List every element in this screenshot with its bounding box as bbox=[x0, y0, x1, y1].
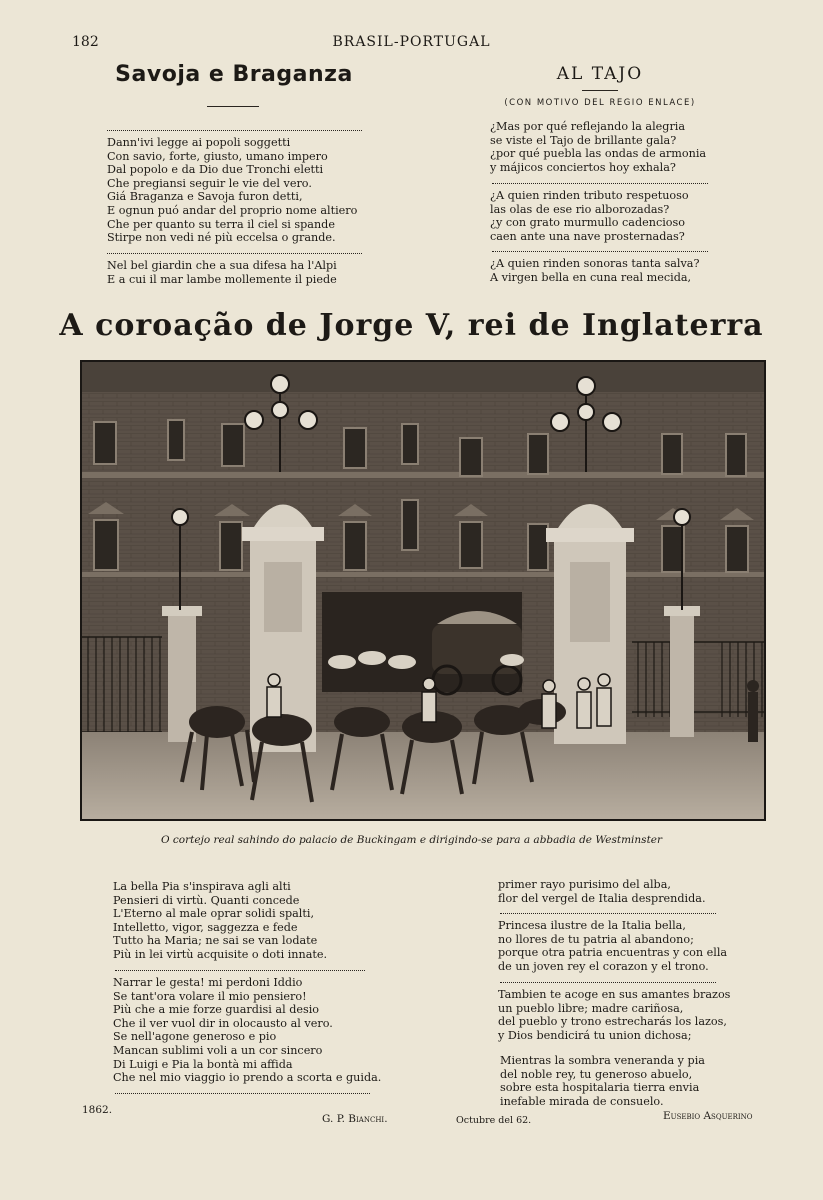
verse-line: Se tant'ora volare il mio pensiero! bbox=[113, 989, 307, 1003]
verse-line: ¿Mas por qué reflejando la alegria bbox=[490, 120, 686, 133]
verse-line: L'Eterno al male oprar solidi spalti, bbox=[113, 907, 314, 921]
dotted-divider bbox=[107, 253, 362, 254]
italian-poem-author: G. P. Bianchi. bbox=[322, 1113, 388, 1125]
italian-stanza-1 bbox=[107, 136, 357, 245]
italian-stanza-bottom-1 bbox=[113, 880, 327, 962]
verse-line: Giá Braganza e Savoja furon detti, bbox=[107, 190, 303, 204]
running-title: BRASIL-PORTUGAL bbox=[332, 34, 491, 50]
verse-line: Di Luigi e Pia la bontà mi affida bbox=[113, 1057, 293, 1071]
verse-line: ¿por qué puebla las ondas de armonia bbox=[490, 147, 707, 161]
verse-line: E a cui il mar lambe mollemente il piede bbox=[107, 272, 337, 286]
verse-line: ¿A quien rinden sonoras tanta salva? bbox=[490, 257, 700, 270]
verse-line: Mientras la sombra veneranda y pia bbox=[500, 1054, 705, 1067]
verse-line: y májicos conciertos hoy exhala? bbox=[490, 160, 676, 174]
article-headline: A coroação de Jorge V, rei de Inglaterra bbox=[59, 308, 764, 343]
italian-stanza-2 bbox=[107, 259, 337, 286]
coronation-photograph bbox=[80, 360, 766, 821]
verse-line: Se nell'agone generoso e pio bbox=[113, 1030, 277, 1044]
verse-line: Con savio, forte, giusto, umano impero bbox=[107, 149, 328, 163]
verse-line: La bella Pia s'inspirava agli alti bbox=[113, 880, 291, 893]
verse-line: sobre esta hospitalaria tierra envia bbox=[500, 1081, 700, 1095]
verse-line: primer rayo purisimo del alba, bbox=[498, 878, 671, 891]
dotted-divider bbox=[115, 1093, 370, 1094]
verse-line: Più che a mie forze guardisi al desio bbox=[113, 1003, 320, 1017]
verse-line: caen ante una nave prosternadas? bbox=[490, 229, 685, 243]
verse-line: Nel bel giardin che a sua difesa ha l'Alpi bbox=[107, 259, 337, 272]
dotted-divider bbox=[500, 913, 716, 914]
verse-line: Che il ver vuol dir in olocausto al vero. bbox=[113, 1016, 333, 1030]
verse-line: ¿y con grato murmullo cadencioso bbox=[490, 216, 686, 230]
verse-line: Dal popolo e da Dio due Tronchi eletti bbox=[107, 163, 324, 177]
spanish-stanza-bottom-1 bbox=[498, 878, 706, 905]
verse-line: de un joven rey el corazon y el trono. bbox=[498, 959, 709, 973]
verse-line: flor del vergel de Italia desprendida. bbox=[498, 891, 706, 905]
verse-line: Narrar le gesta! mi perdoni Iddio bbox=[113, 976, 303, 989]
verse-line: inefable mirada de consuelo. bbox=[500, 1094, 664, 1108]
verse-line: porque otra patria encuentras y con ella bbox=[498, 946, 728, 960]
spanish-stanza-bottom-3 bbox=[498, 988, 730, 1042]
verse-line: Più in lei virtù acquisite o doti innate. bbox=[113, 947, 328, 961]
verse-line: del noble rey, tu generoso abuelo, bbox=[500, 1067, 693, 1081]
verse-line: Tutto ha Maria; ne sai se van lodate bbox=[113, 934, 318, 948]
title-rule bbox=[207, 106, 259, 107]
dotted-divider bbox=[492, 183, 708, 184]
dotted-divider bbox=[500, 982, 716, 983]
palace-procession-illustration bbox=[82, 362, 764, 819]
verse-line: no llores de tu patria al abandono; bbox=[498, 932, 694, 946]
spanish-poem-title: AL TAJO bbox=[556, 64, 644, 84]
dotted-divider bbox=[115, 970, 365, 971]
verse-line: Dann'ivi legge ai popoli soggetti bbox=[107, 136, 291, 149]
italian-poem-date: 1862. bbox=[82, 1104, 113, 1116]
spanish-stanza-3 bbox=[490, 257, 699, 284]
verse-line: Tambien te acoge en sus amantes brazos bbox=[498, 988, 731, 1001]
spanish-stanza-1 bbox=[490, 120, 706, 174]
page-number: 182 bbox=[72, 34, 99, 50]
verse-line: Che nel mio viaggio io prendo a scorta e guida. bbox=[113, 1071, 382, 1085]
verse-line: Mancan sublimi voli a un cor sincero bbox=[113, 1043, 323, 1057]
verse-line: un pueblo libre; madre cariñosa, bbox=[498, 1001, 684, 1015]
verse-line: ¿A quien rinden tributo respetuoso bbox=[490, 189, 689, 202]
verse-line: Stirpe non vedi né più eccelsa o grande. bbox=[107, 231, 336, 245]
spanish-stanza-2 bbox=[490, 189, 689, 243]
spanish-poem-date: Octubre del 62. bbox=[456, 1115, 532, 1126]
verse-line: E ognun puó andar del proprio nome altiero bbox=[107, 203, 358, 217]
spanish-stanza-bottom-4 bbox=[500, 1054, 705, 1108]
guardsman bbox=[747, 680, 759, 742]
title-rule bbox=[582, 90, 618, 91]
spanish-poem-author: Eusebio Asquerino bbox=[663, 1110, 753, 1122]
spanish-poem-subtitle: (CON MOTIVO DEL REGIO ENLACE) bbox=[504, 98, 696, 108]
verse-line: A virgen bella en cuna real mecida, bbox=[490, 270, 692, 284]
verse-line: Pensieri di virtù. Quanti concede bbox=[113, 893, 300, 907]
verse-line: Intelletto, vigor, saggezza e fede bbox=[113, 920, 298, 934]
verse-line: Che per quanto su terra il ciel si spande bbox=[107, 217, 335, 231]
verse-line: Princesa ilustre de la Italia bella, bbox=[498, 919, 686, 932]
verse-line: del pueblo y trono estrecharás los lazos, bbox=[498, 1015, 727, 1029]
italian-stanza-bottom-2 bbox=[113, 976, 381, 1085]
verse-line: Che pregiansi seguir le vie del vero. bbox=[107, 176, 312, 190]
dotted-divider bbox=[492, 251, 708, 252]
verse-line: se viste el Tajo de brillante gala? bbox=[490, 133, 677, 147]
photo-caption: O cortejo real sahindo do palacio de Buckingam e dirigindo-se para a abbadia de Westminster bbox=[160, 834, 663, 846]
spanish-stanza-bottom-2 bbox=[498, 919, 727, 973]
verse-line: las olas de ese rio alborozadas? bbox=[490, 202, 670, 216]
italian-poem-title: Savoja e Braganza bbox=[115, 62, 353, 87]
verse-line: y Dios bendicirá tu union dichosa; bbox=[498, 1028, 692, 1042]
dotted-divider bbox=[107, 130, 362, 131]
